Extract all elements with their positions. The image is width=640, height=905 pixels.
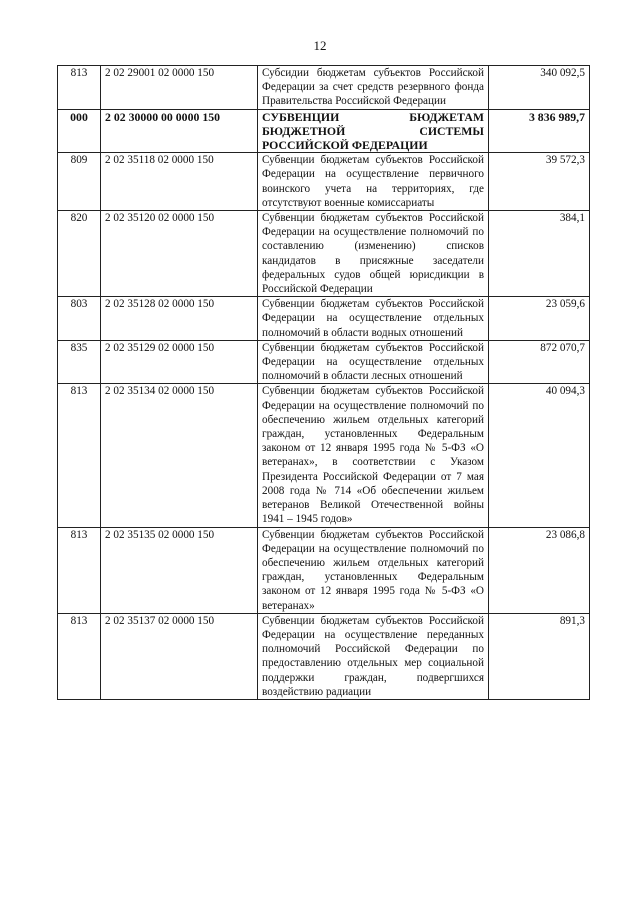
amount-cell: 39 572,3 <box>489 153 590 211</box>
amount-cell: 340 092,5 <box>489 66 590 110</box>
table-row <box>58 527 590 613</box>
admin-code-cell: 813 <box>58 384 101 527</box>
description-cell: Субвенции бюджетам субъектов Российской Федерации на осуществление переданных полномочий Российской Федерации по предоставлению отдельных мер социальной поддержки граждан, подвергшихся воздействию радиации <box>258 613 489 699</box>
admin-code-cell: 813 <box>58 613 101 699</box>
amount-cell: 23 086,8 <box>489 527 590 613</box>
budget-code-cell: 2 02 35134 02 0000 150 <box>101 384 258 527</box>
description-cell: Субвенции бюджетам субъектов Российской Федерации на осуществление полномочий по обеспечению жильем отдельных категорий граждан, установленных Федеральным законом от 12 января 1995 года № 5-ФЗ «О ветеранах» <box>258 527 489 613</box>
description-cell: Субвенции бюджетам субъектов Российской Федерации на осуществление полномочий по обеспечению жильем отдельных категорий граждан, установленных Федеральным законом от 12 января 1995 года № 5-ФЗ «О ветеранах», в соответствии с Указом Президента Российской Федерации от 7 мая 2008 года № 714 «Об обеспечении жильем ветеранов Великой Отечественной войны 1941 – 1945 годов» <box>258 384 489 527</box>
budget-code-cell: 2 02 35137 02 0000 150 <box>101 613 258 699</box>
description-cell: Субсидии бюджетам субъектов Российской Федерации за счет средств резервного фонда Правительства Российской Федерации <box>258 66 489 110</box>
description-cell: Субвенции бюджетам субъектов Российской Федерации на осуществление отдельных полномочий в области лесных отношений <box>258 340 489 384</box>
admin-code-cell: 803 <box>58 297 101 341</box>
table-row <box>58 109 590 153</box>
table-row <box>58 613 590 699</box>
description-cell: Субвенции бюджетам субъектов Российской Федерации на осуществление отдельных полномочий в области водных отношений <box>258 297 489 341</box>
budget-code-cell: 2 02 29001 02 0000 150 <box>101 66 258 110</box>
amount-cell: 23 059,6 <box>489 297 590 341</box>
table-row <box>58 384 590 527</box>
admin-code-cell: 813 <box>58 66 101 110</box>
table-row <box>58 297 590 341</box>
table-row <box>58 66 590 110</box>
admin-code-cell: 820 <box>58 211 101 297</box>
budget-code-cell: 2 02 35135 02 0000 150 <box>101 527 258 613</box>
description-cell: Субвенции бюджетам субъектов Российской Федерации на осуществление первичного воинского учета на территориях, где отсутствуют военные комиссариаты <box>258 153 489 211</box>
amount-cell: 872 070,7 <box>489 340 590 384</box>
admin-code-cell: 809 <box>58 153 101 211</box>
description-cell: Субвенции бюджетам субъектов Российской Федерации на осуществление полномочий по составлению (изменению) списков кандидатов в присяжные заседатели федеральных судов общей юрисдикции в Российской Федерации <box>258 211 489 297</box>
budget-code-cell: 2 02 35129 02 0000 150 <box>101 340 258 384</box>
amount-cell: 891,3 <box>489 613 590 699</box>
amount-cell: 384,1 <box>489 211 590 297</box>
table-row <box>58 340 590 384</box>
amount-cell: 3 836 989,7 <box>489 109 590 153</box>
admin-code-cell: 000 <box>58 109 101 153</box>
budget-code-cell: 2 02 35128 02 0000 150 <box>101 297 258 341</box>
admin-code-cell: 835 <box>58 340 101 384</box>
table-row <box>58 153 590 211</box>
admin-code-cell: 813 <box>58 527 101 613</box>
table-body <box>58 66 590 700</box>
budget-revenue-table <box>57 65 590 700</box>
description-cell: СУБВЕНЦИИ БЮДЖЕТАМ БЮДЖЕТНОЙ СИСТЕМЫ РОССИЙСКОЙ ФЕДЕРАЦИИ <box>258 109 489 153</box>
page-number: 12 <box>313 38 327 53</box>
budget-code-cell: 2 02 35118 02 0000 150 <box>101 153 258 211</box>
budget-code-cell: 2 02 30000 00 0000 150 <box>101 109 258 153</box>
budget-code-cell: 2 02 35120 02 0000 150 <box>101 211 258 297</box>
amount-cell: 40 094,3 <box>489 384 590 527</box>
table-row <box>58 211 590 297</box>
